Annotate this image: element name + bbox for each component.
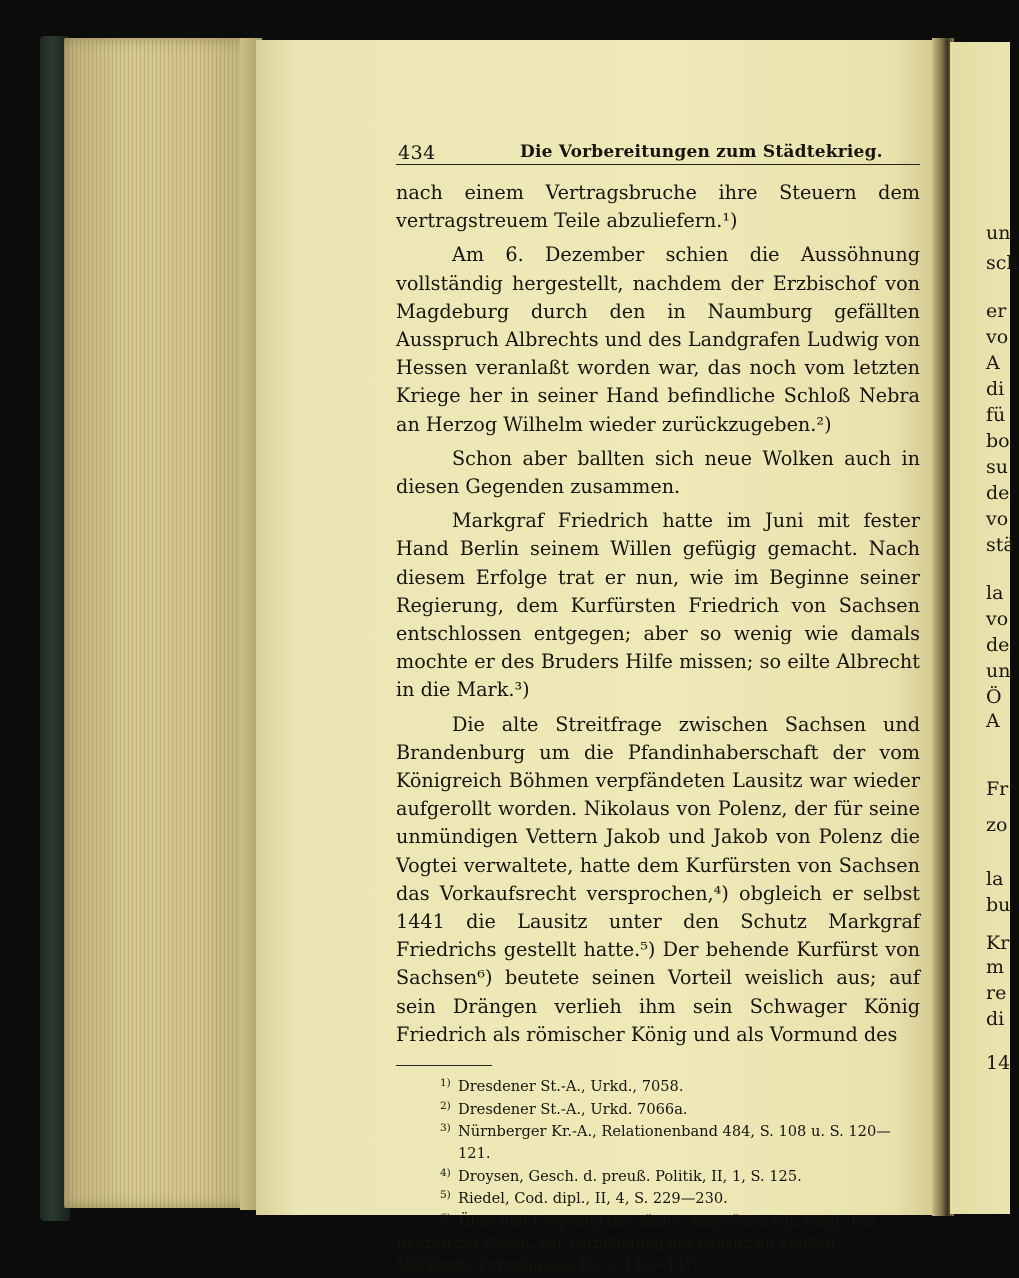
footnote-number: 1) bbox=[440, 1077, 451, 1090]
footnote-text: Über den Ursprung der sächs. Ansprüche vgl. Voigt, Ein Beitrag zur Gesch. der Verpfändung der Lausitz an Meißen, Märkische Forschungen IX, S. 142—147. bbox=[396, 1212, 876, 1275]
facing-page-fragment: un bbox=[986, 660, 1011, 682]
page-stack-edge bbox=[64, 38, 254, 1208]
footnotes bbox=[396, 1076, 920, 1278]
footnote-text: Nürnberger Kr.-A., Relationenband 484, S. 108 u. S. 120—121. bbox=[458, 1122, 891, 1163]
facing-page-fragment: su bbox=[986, 456, 1008, 478]
facing-page-fragment: vo bbox=[986, 326, 1009, 348]
facing-page-fragment: Fr bbox=[986, 778, 1009, 800]
facing-page-fragment: stä bbox=[986, 534, 1015, 556]
facing-page-fragment: er bbox=[986, 300, 1007, 322]
facing-page-fragment: bu bbox=[986, 894, 1011, 916]
facing-page-fragment: di bbox=[986, 1008, 1005, 1030]
paragraph: Schon aber ballten sich neue Wolken auch in diesen Gegenden zusammen. bbox=[396, 446, 920, 499]
facing-page-fragment: re bbox=[986, 982, 1007, 1004]
facing-page-fragment: zo bbox=[986, 814, 1008, 836]
facing-page-fragment: A bbox=[986, 352, 1000, 374]
footnote-number: 3) bbox=[440, 1121, 451, 1134]
footnote bbox=[396, 1188, 920, 1210]
footnote bbox=[396, 1121, 920, 1166]
footnote-rule bbox=[396, 1065, 492, 1066]
footnote bbox=[396, 1166, 920, 1188]
facing-page-fragment: fü bbox=[986, 404, 1006, 426]
paragraph: Am 6. Dezember schien die Aussöhnung vollständig hergestellt, nachdem der Erzbischof von Magdeburg durch den in Naumburg gefällten Ausspruch Albrechts und des Landgrafen Ludwig von Hessen veranlaßt worden war, das noch vom letzten Kriege her in seiner Hand befindliche Schloß Nebra an Herzog Wilhelm wieder zurückzugeben.²) bbox=[396, 243, 920, 436]
facing-page-fragment: m bbox=[986, 956, 1005, 978]
footnote-number: 6) bbox=[440, 1211, 451, 1224]
facing-page-fragment: bo bbox=[986, 430, 1010, 452]
facing-page-fragment: A bbox=[986, 710, 1000, 732]
page-number: 434 bbox=[398, 142, 436, 164]
paragraph: nach einem Vertragsbruche ihre Steuern dem vertragstreuem Teile abzuliefern.¹) bbox=[396, 181, 920, 233]
footnote-number: 5) bbox=[440, 1189, 451, 1202]
paragraph: Die alte Streitfrage zwischen Sachsen und Brandenburg um die Pfandinhaberschaft der vom Königreich Böhmen verpfändeten Lausitz war wieder aufgerollt worden. Nikolaus von Polenz, der für seine unmündigen Vettern Jakob und Jakob von Polenz die Vogtei verwaltete, hatte dem Kurfürsten von Sachsen das Vorkaufsrecht versprochen,⁴) obgleich er selbst 1441 die Lausitz unter den Schutz Markgraf Friedrichs gestellt hatte.⁵) Der behende Kurfürst von Sachsen⁶) beutete seinen Vorteil weislich aus; auf sein Drängen verlieh ihm sein Schwager König Friedrich als römischer König und als Vormund des bbox=[396, 712, 920, 1046]
paragraph: Markgraf Friedrich hatte im Juni mit fester Hand Berlin seinem Willen gefügig gemacht. Nach diesem Erfolge trat er nun, wie im Beginne seiner Regierung, dem Kurfürsten Friedrich von Sachsen entschlossen entgegen; aber so wenig wie damals mochte er des Bruders Hilfe missen; so eilte Albrecht in die Mark.³) bbox=[396, 509, 920, 702]
facing-page-fragment: vo bbox=[986, 508, 1009, 530]
facing-page-fragment: 14 bbox=[986, 1052, 1011, 1074]
footnote bbox=[396, 1076, 920, 1098]
footnote-text: Droysen, Gesch. d. preuß. Politik, II, 1, S. 125. bbox=[458, 1167, 802, 1185]
footnote-text: Dresdener St.-A., Urkd., 7058. bbox=[458, 1078, 684, 1096]
facing-page-fragment: sch bbox=[986, 252, 1019, 274]
facing-page-fragment: Ö bbox=[986, 686, 1002, 708]
facing-page-fragment: la bbox=[986, 868, 1004, 890]
footnote bbox=[396, 1099, 920, 1121]
footnote bbox=[396, 1211, 920, 1278]
facing-page-fragment: Kr bbox=[986, 932, 1010, 954]
facing-page-edge bbox=[950, 42, 1019, 1214]
footnote-number: 4) bbox=[440, 1166, 451, 1179]
footnote-text: Dresdener St.-A., Urkd. 7066a. bbox=[458, 1100, 688, 1118]
footnote-text: Riedel, Cod. dipl., II, 4, S. 229—230. bbox=[458, 1190, 728, 1208]
page-content bbox=[396, 138, 920, 1278]
facing-page-fragment: de bbox=[986, 634, 1010, 656]
facing-page-fragment: un bbox=[986, 222, 1011, 244]
body-text bbox=[396, 179, 920, 1049]
facing-page-fragment: di bbox=[986, 378, 1005, 400]
running-title: Die Vorbereitungen zum Städtekrieg. bbox=[520, 142, 883, 162]
facing-page-fragment: de bbox=[986, 482, 1010, 504]
footnote-number: 2) bbox=[440, 1099, 451, 1112]
facing-page-fragment: vo bbox=[986, 608, 1009, 630]
facing-page-fragment: la bbox=[986, 582, 1004, 604]
running-head bbox=[396, 138, 920, 165]
